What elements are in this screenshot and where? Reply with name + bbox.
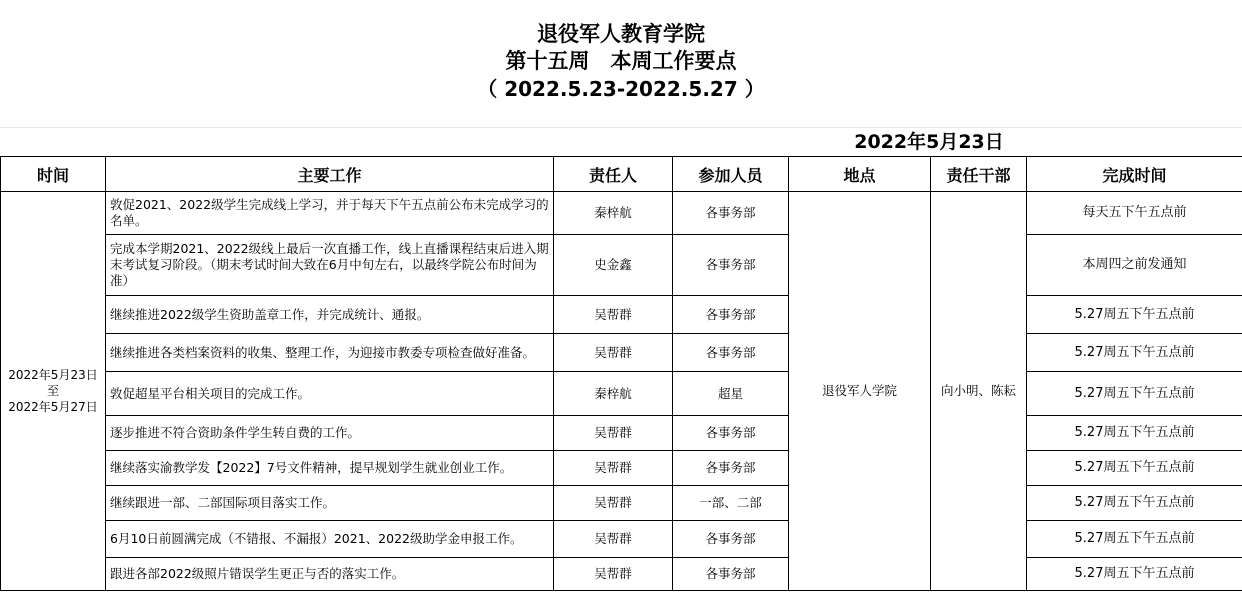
completion-cell: 5.27周五下午五点前 (1027, 558, 1242, 591)
participants-cell: 超星 (673, 372, 789, 416)
time-start: 2022年5月23日 (8, 368, 98, 382)
col-work: 主要工作 (106, 157, 554, 192)
work-cell: 敦促2021、2022级学生完成线上学习，并于每天下午五点前公布未完成学习的名单。 (106, 192, 554, 235)
completion-cell: 5.27周五下午五点前 (1027, 334, 1242, 372)
completion-cell: 每天五下午五点前 (1027, 192, 1242, 235)
cadre-cell: 向小明、陈耘 (931, 192, 1027, 591)
participants-cell: 各事务部 (673, 334, 789, 372)
owner-cell: 吴帮群 (554, 521, 673, 558)
col-cadre: 责任干部 (931, 157, 1027, 192)
participants-cell: 各事务部 (673, 416, 789, 451)
time-cell (1, 192, 106, 591)
date-row (0, 128, 1242, 156)
owner-cell: 史金鑫 (554, 235, 673, 296)
table-row (1, 521, 1242, 558)
col-owner: 责任人 (554, 157, 673, 192)
work-table (0, 156, 1242, 591)
completion-cell: 5.27周五下午五点前 (1027, 451, 1242, 486)
col-location: 地点 (789, 157, 931, 192)
time-end: 2022年5月27日 (8, 400, 98, 414)
work-cell: 逐步推进不符合资助条件学生转自费的工作。 (106, 416, 554, 451)
participants-cell: 各事务部 (673, 451, 789, 486)
table-row (1, 451, 1242, 486)
completion-cell: 5.27周五下午五点前 (1027, 521, 1242, 558)
owner-cell: 吴帮群 (554, 296, 673, 334)
completion-cell: 5.27周五下午五点前 (1027, 416, 1242, 451)
participants-cell: 一部、二部 (673, 486, 789, 521)
owner-cell: 吴帮群 (554, 416, 673, 451)
time-to: 至 (46, 384, 59, 398)
table-row (1, 235, 1242, 296)
owner-cell: 吴帮群 (554, 558, 673, 591)
location-cell: 退役军人学院 (789, 192, 931, 591)
table-row (1, 558, 1242, 591)
org-title: 退役军人教育学院 (537, 22, 705, 46)
table-row (1, 296, 1242, 334)
owner-cell: 吴帮群 (554, 334, 673, 372)
participants-cell: 各事务部 (673, 192, 789, 235)
completion-cell: 本周四之前发通知 (1027, 235, 1242, 296)
work-cell: 继续落实渝教学发【2022】7号文件精神，提早规划学生就业创业工作。 (106, 451, 554, 486)
col-participants: 参加人员 (673, 157, 789, 192)
work-cell: 敦促超星平台相关项目的完成工作。 (106, 372, 554, 416)
date-range: （ 2022.5.23-2022.5.27 ） (477, 77, 765, 101)
header-row (1, 157, 1242, 192)
work-cell: 继续推进2022级学生资助盖章工作，并完成统计、通报。 (106, 296, 554, 334)
participants-cell: 各事务部 (673, 235, 789, 296)
table-row (1, 334, 1242, 372)
work-cell: 完成本学期2021、2022级线上最后一次直播工作，线上直播课程结束后进入期末考试复习阶段。（期末考试时间大致在6月中旬左右，以最终学院公布时间为准） (106, 235, 554, 296)
owner-cell: 吴帮群 (554, 451, 673, 486)
completion-cell: 5.27周五下午五点前 (1027, 486, 1242, 521)
work-cell: 跟进各部2022级照片错误学生更正与否的落实工作。 (106, 558, 554, 591)
participants-cell: 各事务部 (673, 521, 789, 558)
owner-cell: 吴帮群 (554, 486, 673, 521)
completion-cell: 5.27周五下午五点前 (1027, 372, 1242, 416)
participants-cell: 各事务部 (673, 558, 789, 591)
col-completion: 完成时间 (1027, 157, 1242, 192)
table-row (1, 192, 1242, 235)
work-cell: 继续推进各类档案资料的收集、整理工作，为迎接市教委专项检查做好准备。 (106, 334, 554, 372)
table-row (1, 372, 1242, 416)
owner-cell: 秦梓航 (554, 192, 673, 235)
completion-cell: 5.27周五下午五点前 (1027, 296, 1242, 334)
owner-cell: 秦梓航 (554, 372, 673, 416)
table-row (1, 486, 1242, 521)
table-row (1, 416, 1242, 451)
document-header (0, 0, 1242, 128)
col-time: 时间 (1, 157, 106, 192)
week-title: 第十五周 本周工作要点 (505, 49, 737, 73)
report-date: 2022年5月23日 (854, 131, 1004, 153)
work-cell: 继续跟进一部、二部国际项目落实工作。 (106, 486, 554, 521)
work-cell: 6月10日前圆满完成（不错报、不漏报）2021、2022级助学金申报工作。 (106, 521, 554, 558)
participants-cell: 各事务部 (673, 296, 789, 334)
